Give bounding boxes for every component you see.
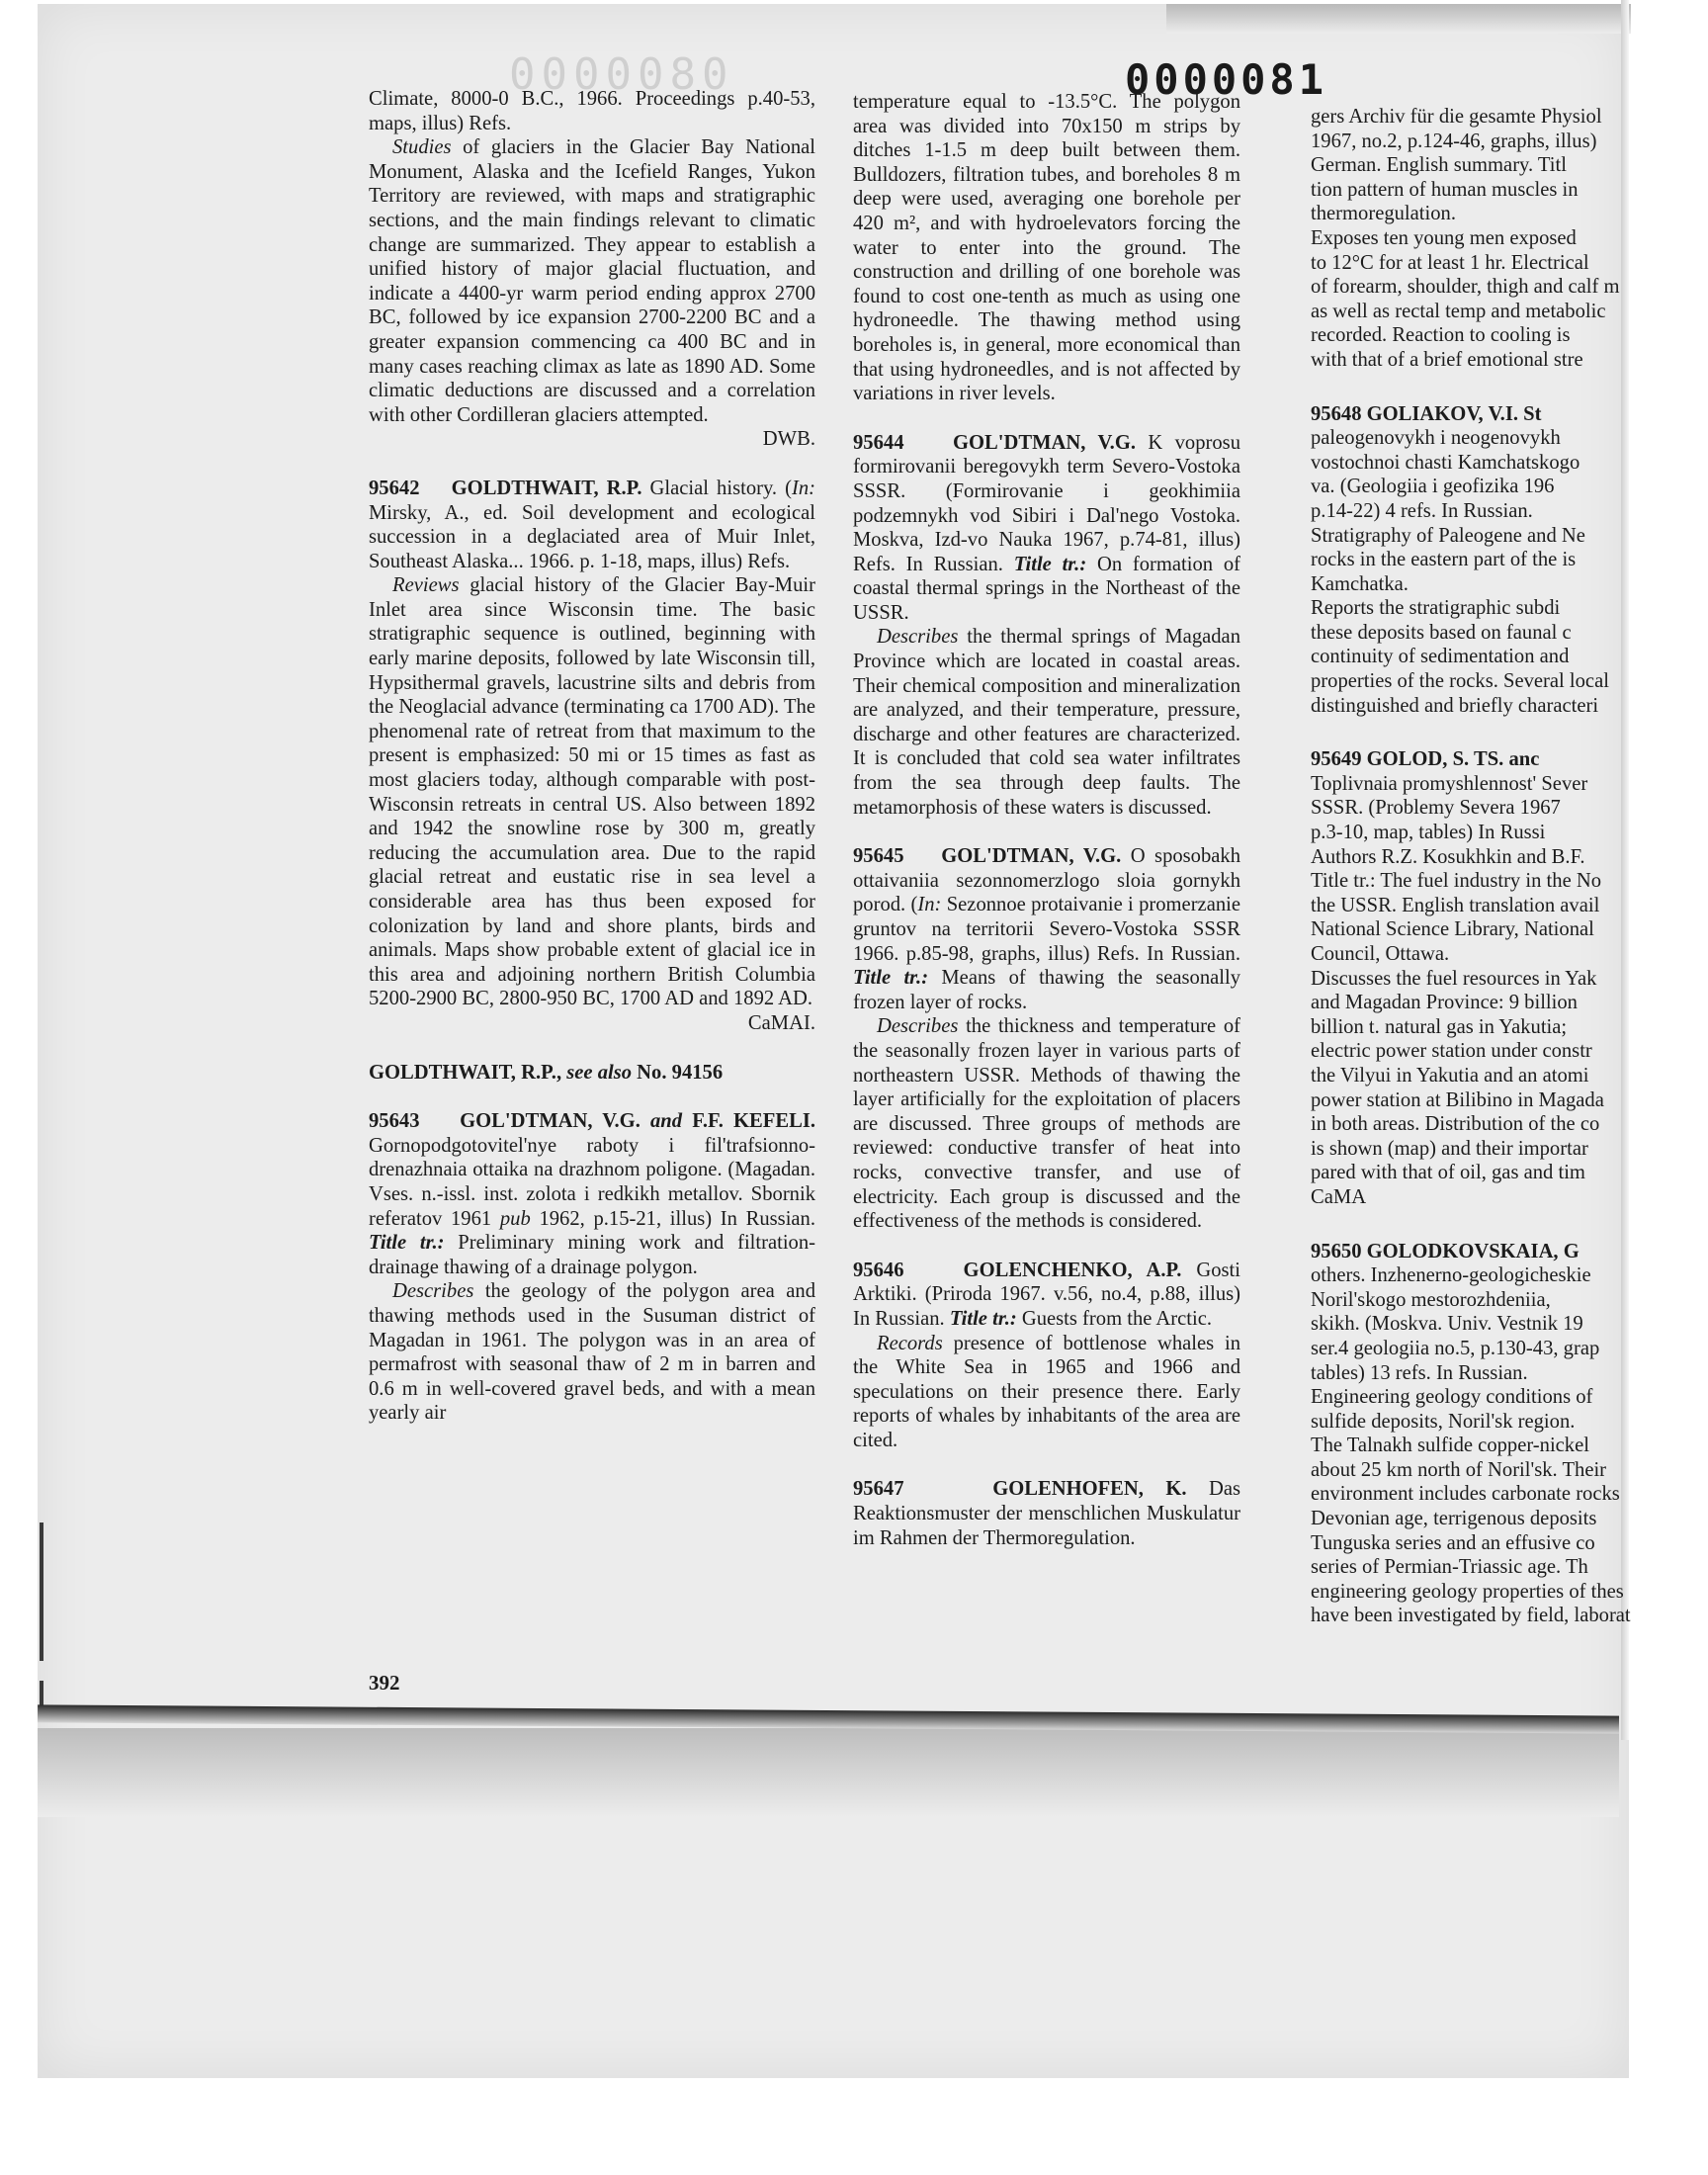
citation-continuation: Climate, 8000-0 B.C., 1966. Proceedings p.40-53, maps, illus) Refs.: [369, 88, 815, 134]
abstract: Describes the thickness and temperature of the seasonally frozen layer in various parts of northeastern USSR. Methods of thawing the layer artificially for the exploitation of placers are discussed. Three groups of methods are reviewed: conductive transfer of heat into rocks, convective transfer, and use of electricity. Each group is discussed and the effectiveness of the methods is considered.: [853, 1015, 1240, 1233]
text-line: others. Inzhenerno-geologicheskie: [1311, 1264, 1591, 1287]
entry-95650: [1311, 1240, 1633, 1629]
binding-mark: [40, 1522, 43, 1661]
see-also-reference: GOLDTHWAIT, R.P., see also No. 94156: [369, 1061, 724, 1084]
text-line: the USSR. English translation avail: [1311, 894, 1600, 916]
text-line: 95650 GOLODKOVSKAIA, G: [1311, 1240, 1580, 1262]
text-line: Toplivnaia promyshlennost' Sever: [1311, 772, 1588, 795]
abstract: Records presence of bottlenose whales in the White Sea in 1965 and 1966 and speculations on their presence there. Early reports of whales by inhabitants of the area are cited.: [853, 1332, 1240, 1451]
author: GOL'DTMAN, V.G.: [941, 845, 1122, 868]
abstractor-code: DWB.: [762, 428, 815, 451]
text-line: with that of a brief emotional stre: [1311, 348, 1583, 371]
text-line: engineering geology properties of thes: [1311, 1580, 1624, 1603]
text-line: 1967, no.2, p.124-46, graphs, illus): [1311, 130, 1597, 152]
text-line: paleogenovykh i neogenovykh: [1311, 427, 1561, 450]
text-line: Title tr.: The fuel industry in the No: [1311, 870, 1602, 893]
author: GOL'DTMAN, V.G.: [953, 431, 1136, 454]
abstract: Studies of glaciers in the Glacier Bay National Monument, Alaska and the Icefield Ranges, Yukon Territory are reviewed, with maps and stratigraphic sections, and the main findings relevant to climatic change are summarized. They appear to establish a unified history of major glacial fluctuation, and indicate a 4400-yr warm period ending approx 2700 BC, followed by ice expansion 2700-2200 BC and a greater expansion commencing ca 400 BC and in many cases reaching climax as late as 1890 AD. Some climatic deductions are discussed and a correlation with other Cordilleran glaciers attempted.: [369, 136, 815, 426]
citation: 95646 GOLENCHENKO, A.P. Gosti Arktiki. (Priroda 1967. v.56, no.4, p.88, illus) In Russian. Title tr.: Guests from the Arctic.: [853, 1259, 1241, 1330]
text-line: rocks in the eastern part of the is: [1311, 549, 1577, 571]
text-line: Devonian age, terrigenous deposits: [1311, 1508, 1597, 1530]
entry-95643: [369, 1109, 815, 1426]
text-line: sulfide deposits, Noril'sk region.: [1311, 1410, 1576, 1433]
text-line: tion pattern of human muscles in: [1311, 178, 1579, 201]
text-line: thermoregulation.: [1311, 203, 1456, 225]
abstract: Describes the thermal springs of Magadan Province which are located in coastal areas. Their chemical composition and mineralization are analyzed, and their temperature, pressure, discharge and other features are characterized. It is concluded that cold sea water infiltrates from the sea through deep faults. The metamorphosis of these waters is discussed.: [853, 626, 1240, 819]
entry-95644: [853, 431, 1240, 821]
text-line: Reports the stratigraphic subdi: [1311, 597, 1561, 620]
citation: 95645 GOL'DTMAN, V.G. O sposobakh ottaivaniia sezonnomerzlogo sloia gornykh porod. (In: Sezonnoe protaivanie i promerzanie gruntov na territorii Severo-Vostoka SSSR 1966. p.85-98, graphs, illus) Refs. In Russian. Title tr.: Means of thawing the seasonally frozen layer of rocks.: [853, 845, 1241, 1013]
text-line: p.3-10, map, tables) In Russi: [1311, 822, 1546, 844]
text-line: National Science Library, National: [1311, 918, 1594, 941]
text-line: Exposes ten young men exposed: [1311, 226, 1577, 249]
entry-95649: [1311, 747, 1633, 1209]
entry-95646: [853, 1259, 1240, 1453]
text-line: 95649 GOLOD, S. TS. anc: [1311, 748, 1540, 771]
text-line: tables) 13 refs. In Russian.: [1311, 1361, 1528, 1384]
text-line: vostochnoi chasti Kamchatskogo: [1311, 451, 1580, 474]
text-line: p.14-22) 4 refs. In Russian.: [1311, 499, 1533, 522]
text-line: have been investigated by field, laborat: [1311, 1605, 1631, 1627]
text-line: Stratigraphy of Paleogene and Ne: [1311, 524, 1585, 547]
text-line: ser.4 geologiia no.5, p.130-43, grap: [1311, 1337, 1600, 1359]
entry-continuation: [1311, 105, 1633, 373]
abstractor-code: CaMAI.: [747, 1011, 815, 1034]
text-line: Engineering geology conditions of: [1311, 1386, 1593, 1409]
text-line: power station at Bilibino in Magada: [1311, 1088, 1604, 1111]
text-line: of forearm, shoulder, thigh and calf m: [1311, 276, 1620, 299]
entry-number: 95644: [853, 431, 904, 454]
abstract: Reviews glacial history of the Glacier Bay-Muir Inlet area since Wisconsin time. The basic stratigraphic sequence is outlined, beginning with early marine deposits, followed by late Wisconsin till, Hypsithermal gravels, lacustrine silts and debris from the Neoglacial advance (terminating ca 1700 AD). The phenomenal rate of retreat from that maximum to the present is emphasized: 50 mi or 15 times as fast as most glaciers today, although comparable with post-Wisconsin retreats in central US. Also between 1892 and 1942 the snowline rose by 300 m, greatly reducing the accumulation area. Due to the rapid glacial retreat and eustatic rise in sea level a considerable area has thus been exposed for colonization by land and shore plants, birds and animals. Maps show probable extent of glacial ice in this area and adjoining northern British Columbia 5200-2900 BC, 2800-950 BC, 1700 AD and 1892 AD.: [369, 574, 815, 1010]
text-line: Kamchatka.: [1311, 572, 1409, 595]
citation: 95642 GOLDTHWAIT, R.P. Glacial history. (In: Mirsky, A., ed. Soil development and ecological succession in a deglaciated area of Muir Inlet, Southeast Alaska... 1966. p. 1-18, maps, illus) Refs.: [369, 477, 815, 572]
text-line: The Talnakh sulfide copper-nickel: [1311, 1435, 1589, 1457]
page-number: 392: [369, 1671, 400, 1695]
entry-number: 95645: [853, 845, 904, 868]
entry-95642: [369, 477, 815, 1036]
text-line: CaMA: [1311, 1185, 1367, 1208]
text-line: distinguished and briefly characteri: [1311, 694, 1599, 717]
column-left: [369, 87, 815, 1450]
page-edge-shadow: [1166, 4, 1631, 34]
entry-number: 95647: [853, 1478, 904, 1501]
text-line: electric power station under constr: [1311, 1040, 1592, 1063]
text-line: is shown (map) and their importar: [1311, 1137, 1588, 1160]
entry-number: 95646: [853, 1259, 904, 1281]
text-line: recorded. Reaction to cooling is: [1311, 324, 1571, 347]
text-line: these deposits based on faunal c: [1311, 621, 1572, 644]
column-middle: [853, 90, 1240, 1575]
author: GOLENHOFEN, K.: [992, 1478, 1187, 1501]
ghost-document-number: 0000080: [509, 49, 734, 100]
text-line: about 25 km north of Noril'sk. Their: [1311, 1458, 1607, 1481]
text-line: the Vilyui in Yakutia and an atomi: [1311, 1064, 1589, 1087]
text-line: va. (Geologiia i geofizika 196: [1311, 476, 1555, 498]
citation: 95644 GOL'DTMAN, V.G. K voprosu formirovanii beregovykh term Severo-Vostoka SSSR. (Formirovanie i geokhimiia podzemnykh vod Sibiri i Dal'nego Vostoka. Moskva, Izd-vo Nauka 1967, p.74-81, illus) Refs. In Russian. Title tr.: On formation of coastal thermal springs in the Northeast of the USSR.: [853, 431, 1240, 624]
text-line: Tunguska series and an effusive co: [1311, 1531, 1595, 1554]
text-line: series of Permian-Triassic age. Th: [1311, 1556, 1588, 1579]
entry-95648: [1311, 402, 1633, 719]
text-line: continuity of sedimentation and: [1311, 646, 1570, 668]
text-line: Noril'skogo mestorozhdeniia,: [1311, 1288, 1551, 1311]
author: GOLDTHWAIT, R.P.: [451, 477, 642, 499]
document-number: 0000081: [1125, 55, 1328, 104]
text-line: environment includes carbonate rocks: [1311, 1483, 1620, 1506]
entry-continuation: [853, 90, 1240, 406]
text-line: billion t. natural gas in Yakutia;: [1311, 1015, 1568, 1038]
text-line: in both areas. Distribution of the co: [1311, 1113, 1600, 1136]
entry-number: 95642: [369, 477, 420, 499]
text-line: Council, Ottawa.: [1311, 943, 1450, 965]
text-line: 95648 GOLIAKOV, V.I. St: [1311, 402, 1542, 425]
author: GOL'DTMAN, V.G.: [460, 1110, 640, 1133]
citation: 95647 GOLENHOFEN, K. Das Reaktionsmuster der menschlichen Muskulatur im Rahmen der Thermoregulation.: [853, 1478, 1240, 1549]
text-line: pared with that of oil, gas and tim: [1311, 1162, 1585, 1184]
column-right-truncated: [1311, 105, 1633, 1687]
entry-95647: [853, 1477, 1240, 1550]
text-line: SSSR. (Problemy Severa 1967: [1311, 797, 1561, 820]
text-line: as well as rectal temp and metabolic: [1311, 300, 1606, 322]
text-line: Authors R.Z. Kosukhkin and B.F.: [1311, 845, 1585, 868]
text-line: Discusses the fuel resources in Yak: [1311, 967, 1597, 990]
entry-95645: [853, 844, 1240, 1234]
entry-number: 95643: [369, 1110, 420, 1133]
entry-continuation: [369, 87, 815, 452]
text-line: German. English summary. Titl: [1311, 154, 1567, 177]
abstract-continuation: temperature equal to -13.5°C. The polygon area was divided into 70x150 m strips by ditches 1-1.5 m deep built between them. Bulldozers, filtration tubes, and boreholes 8 m deep were used, averaging one borehole per 420 m², and with hydroelevators forcing the water to enter into the ground. The construction and drilling of one borehole was found to cost one-tenth as much as using one hydroneedle. The thawing method using boreholes is, in general, more economical than that using hydroneedles, and is not affected by variations in river levels.: [853, 91, 1240, 405]
text-line: gers Archiv für die gesamte Physiol: [1311, 106, 1602, 128]
text-line: properties of the rocks. Several local: [1311, 670, 1609, 693]
author: GOLENCHENKO, A.P.: [963, 1259, 1182, 1281]
abstract: Describes the geology of the polygon area and thawing methods used in the Susuman district of Magadan in 1961. The polygon was in an area of permafrost with seasonal thaw of 2 m in barren and 0.6 m in well-covered gravel beds, and with a mean yearly air: [369, 1280, 815, 1425]
page-fold-shadow: [38, 1728, 1619, 1817]
text-line: and Magadan Province: 9 billion: [1311, 992, 1578, 1014]
text-line: skikh. (Moskva. Univ. Vestnik 19: [1311, 1313, 1583, 1336]
text-line: to 12°C for at least 1 hr. Electrical: [1311, 251, 1589, 274]
citation: 95643 GOL'DTMAN, V.G. and F.F. KEFELI. Gornopodgotovitel'nye raboty i fil'trafsionno-drenazhnaia ottaika na drazhnom poligone. (Magadan. Vses. n.-issl. inst. zolota i redkikh metallov. Sbornik referatov 1961 pub 1962, p.15-21, illus) In Russian. Title tr.: Preliminary mining work and filtration-drainage thawing of a drainage polygon.: [369, 1110, 816, 1278]
